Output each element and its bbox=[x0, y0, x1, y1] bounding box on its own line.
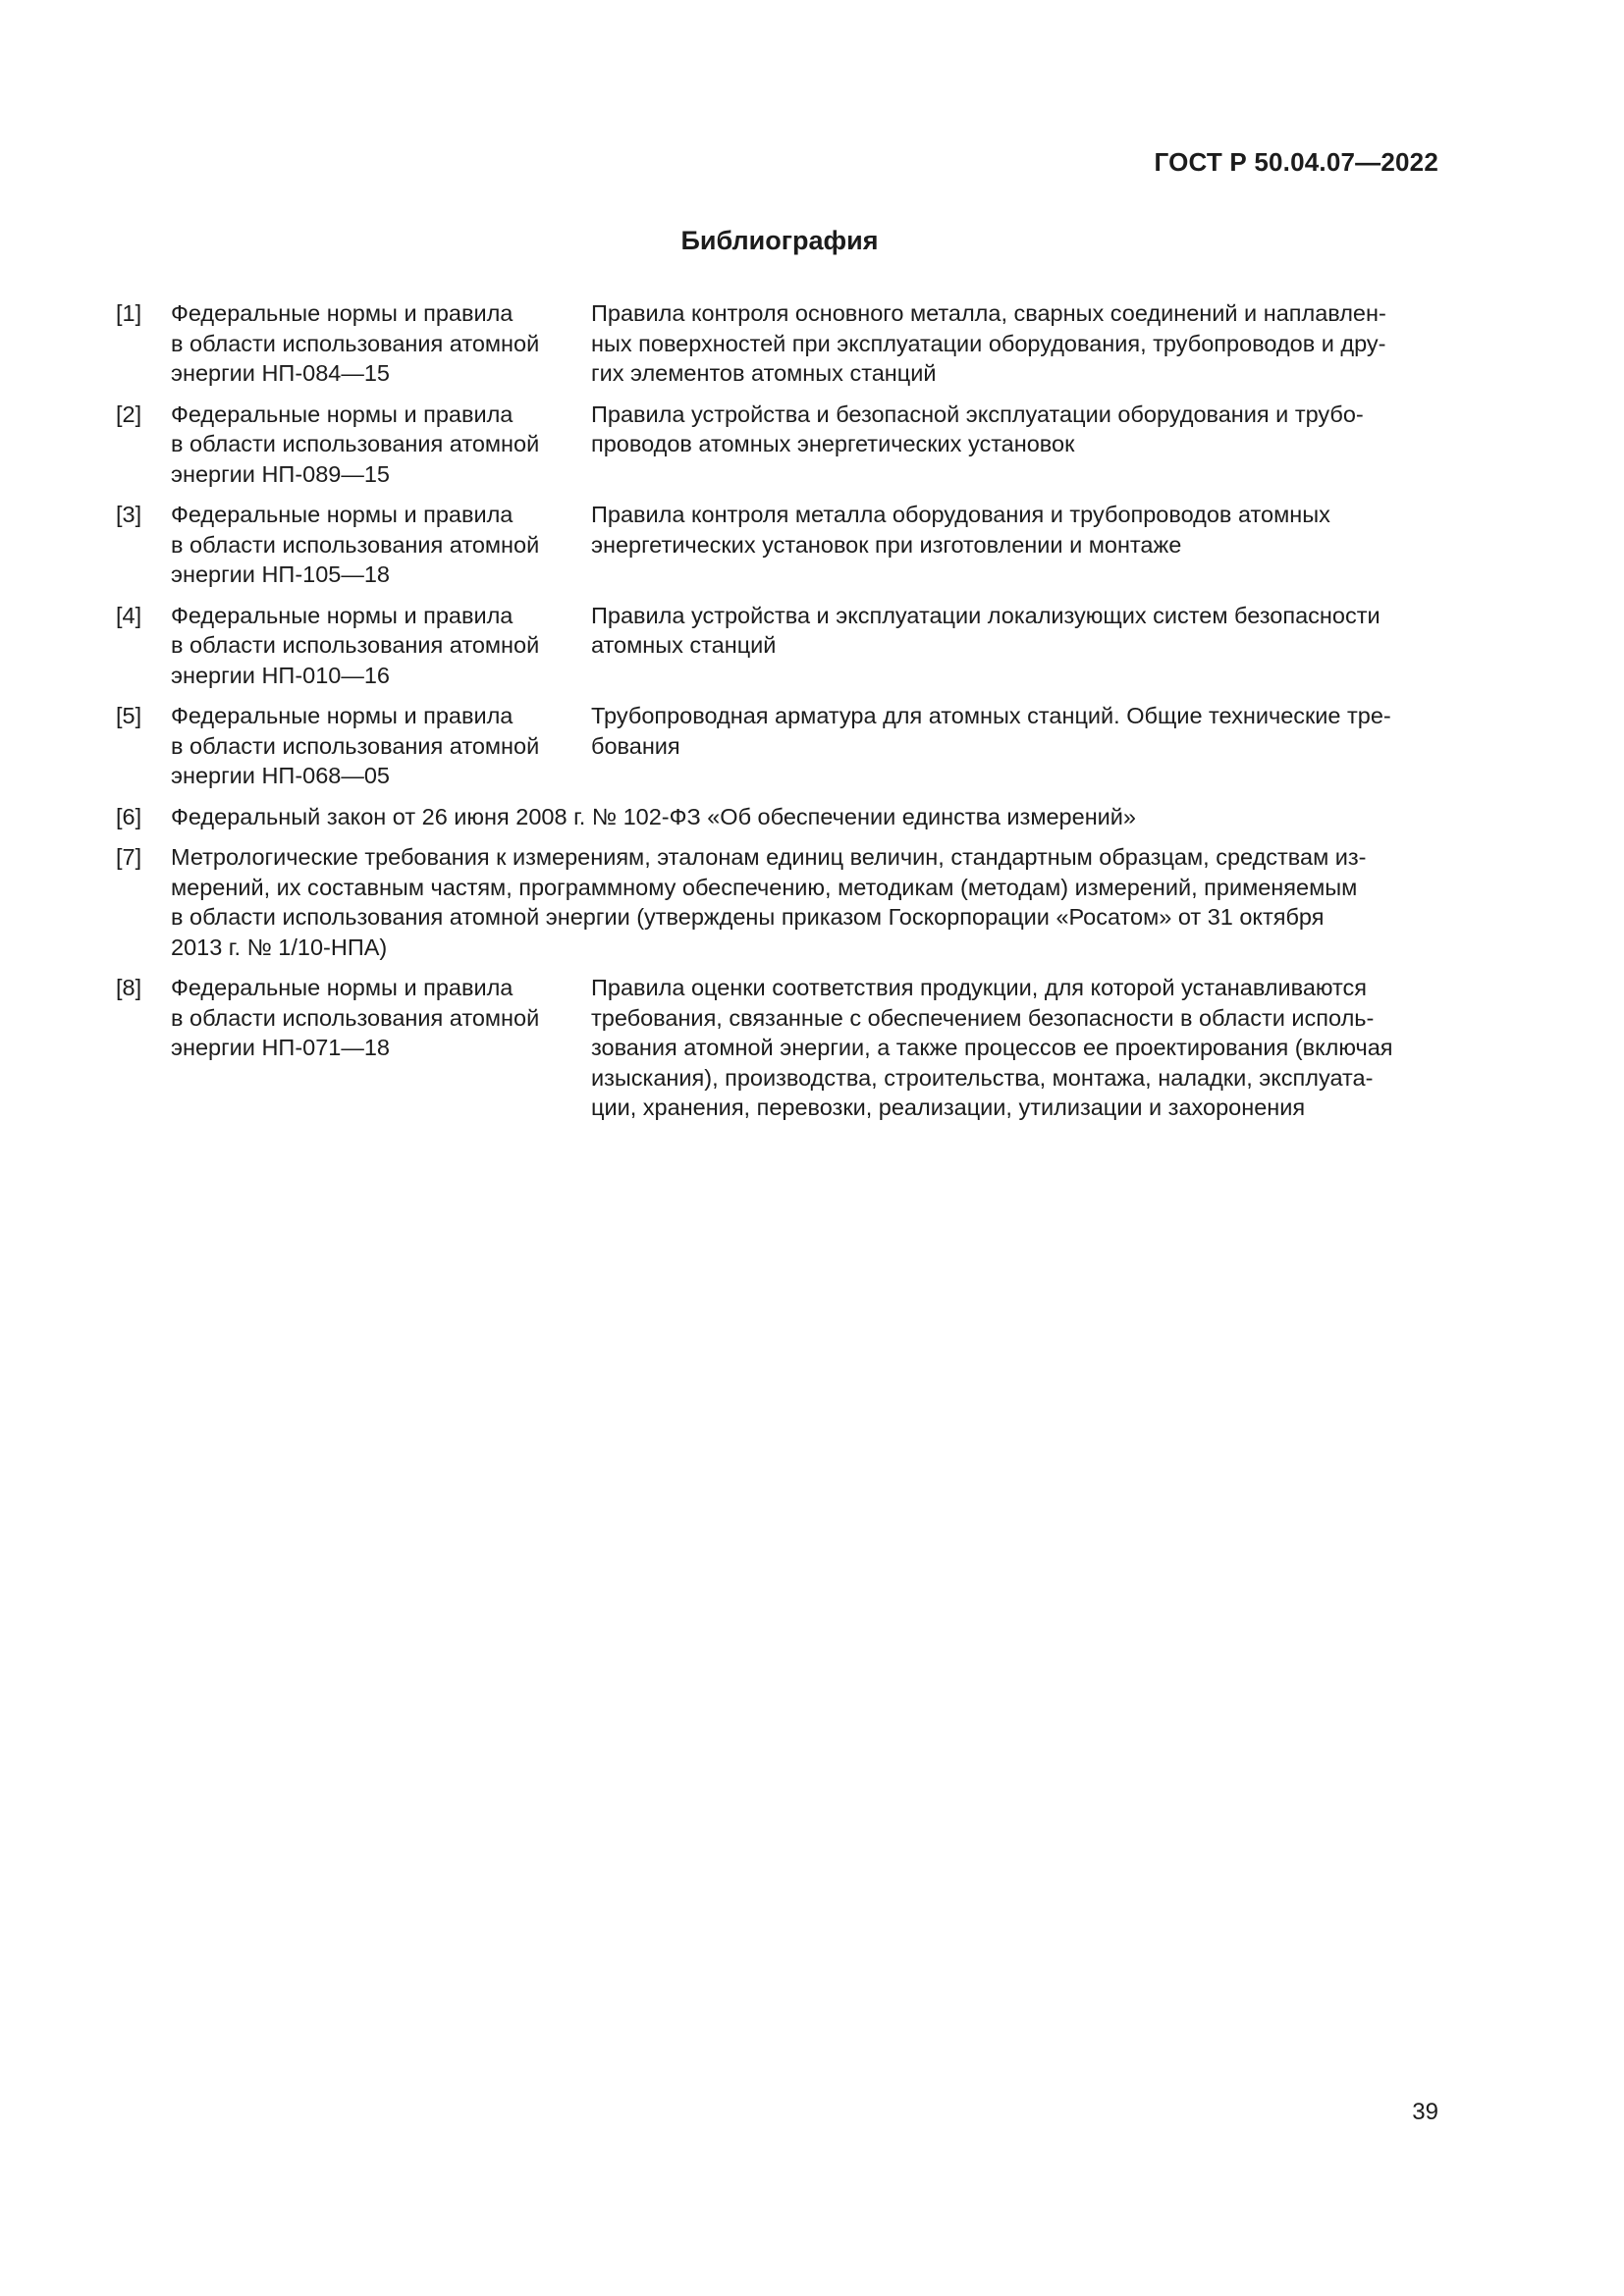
bibliography-entry bbox=[116, 298, 1439, 389]
entry-title: Правила контроля основного металла, сварных соединений и наплавлен- ных поверхностей при эксплуатации оборудования, трубопроводов и дру- гих элементов атомных станций bbox=[591, 300, 1386, 386]
bibliography-entry bbox=[116, 842, 1439, 962]
entry-title: Правила контроля металла оборудования и трубопроводов атомных энергетических установок при изготовлении и монтаже bbox=[591, 502, 1330, 558]
entry-number: [8] bbox=[116, 975, 142, 1000]
entry-full-text: Федеральный закон от 26 июня 2008 г. № 102-ФЗ «Об обеспечении единства измерений» bbox=[171, 803, 1136, 829]
entry-source: Федеральные нормы и правила в области использования атомной энергии НП-084—15 bbox=[171, 300, 540, 386]
entry-source: Федеральные нормы и правила в области использования атомной энергии НП-071—18 bbox=[171, 975, 540, 1060]
entry-title: Правила устройства и эксплуатации локализующих систем безопасности атомных станций bbox=[591, 602, 1380, 658]
bibliography-entry bbox=[116, 973, 1439, 1123]
bibliography-entry bbox=[116, 601, 1439, 691]
entry-number: [4] bbox=[116, 602, 142, 628]
entry-number: [3] bbox=[116, 502, 142, 527]
bibliography-title: Библиография bbox=[680, 226, 879, 255]
entry-source: Федеральные нормы и правила в области использования атомной энергии НП-068—05 bbox=[171, 703, 540, 788]
entry-title: Правила оценки соответствия продукции, для которой устанавливаются требования, связанные с обеспечением безопасности в области исполь- зования атомной энергии, а также процессов ее проектирования (включая изыскания), производства, строительства, монтажа, наладки, эксплуата- ции, хранения, перевозки, реализации, утилизации и захоронения bbox=[591, 975, 1393, 1120]
entry-source: Федеральные нормы и правила в области использования атомной энергии НП-105—18 bbox=[171, 502, 540, 587]
entry-number: [1] bbox=[116, 300, 142, 326]
entry-source: Федеральные нормы и правила в области использования атомной энергии НП-010—16 bbox=[171, 602, 540, 688]
entry-number: [5] bbox=[116, 703, 142, 728]
entry-full-text: Метрологические требования к измерениям, эталонам единиц величин, стандартным образцам, средствам из- мерений, их составным частям, программному обеспечению, методикам (методам) измерений, применяемым в области использования атомной энергии (утверждены приказом Госкорпорации «Росатом» от 31 октября 2013 г. № 1/10-НПА) bbox=[171, 844, 1367, 960]
bibliography-entry bbox=[116, 500, 1439, 590]
entry-title: Правила устройства и безопасной эксплуатации оборудования и трубо- проводов атомных энергетических установок bbox=[591, 400, 1364, 456]
entry-number: [7] bbox=[116, 844, 142, 870]
document-code: ГОСТ Р 50.04.07—2022 bbox=[1154, 147, 1438, 177]
page-number: 39 bbox=[1412, 2099, 1438, 2125]
bibliography-entry bbox=[116, 400, 1439, 490]
entry-number: [6] bbox=[116, 803, 142, 829]
entry-title: Трубопроводная арматура для атомных станций. Общие технические тре- бования bbox=[591, 703, 1391, 759]
bibliography-entry bbox=[116, 701, 1439, 791]
bibliography-entry bbox=[116, 802, 1439, 832]
entry-number: [2] bbox=[116, 400, 142, 427]
bibliography-list bbox=[116, 298, 1439, 1134]
entry-source: Федеральные нормы и правила в области использования атомной энергии НП-089—15 bbox=[171, 400, 540, 487]
